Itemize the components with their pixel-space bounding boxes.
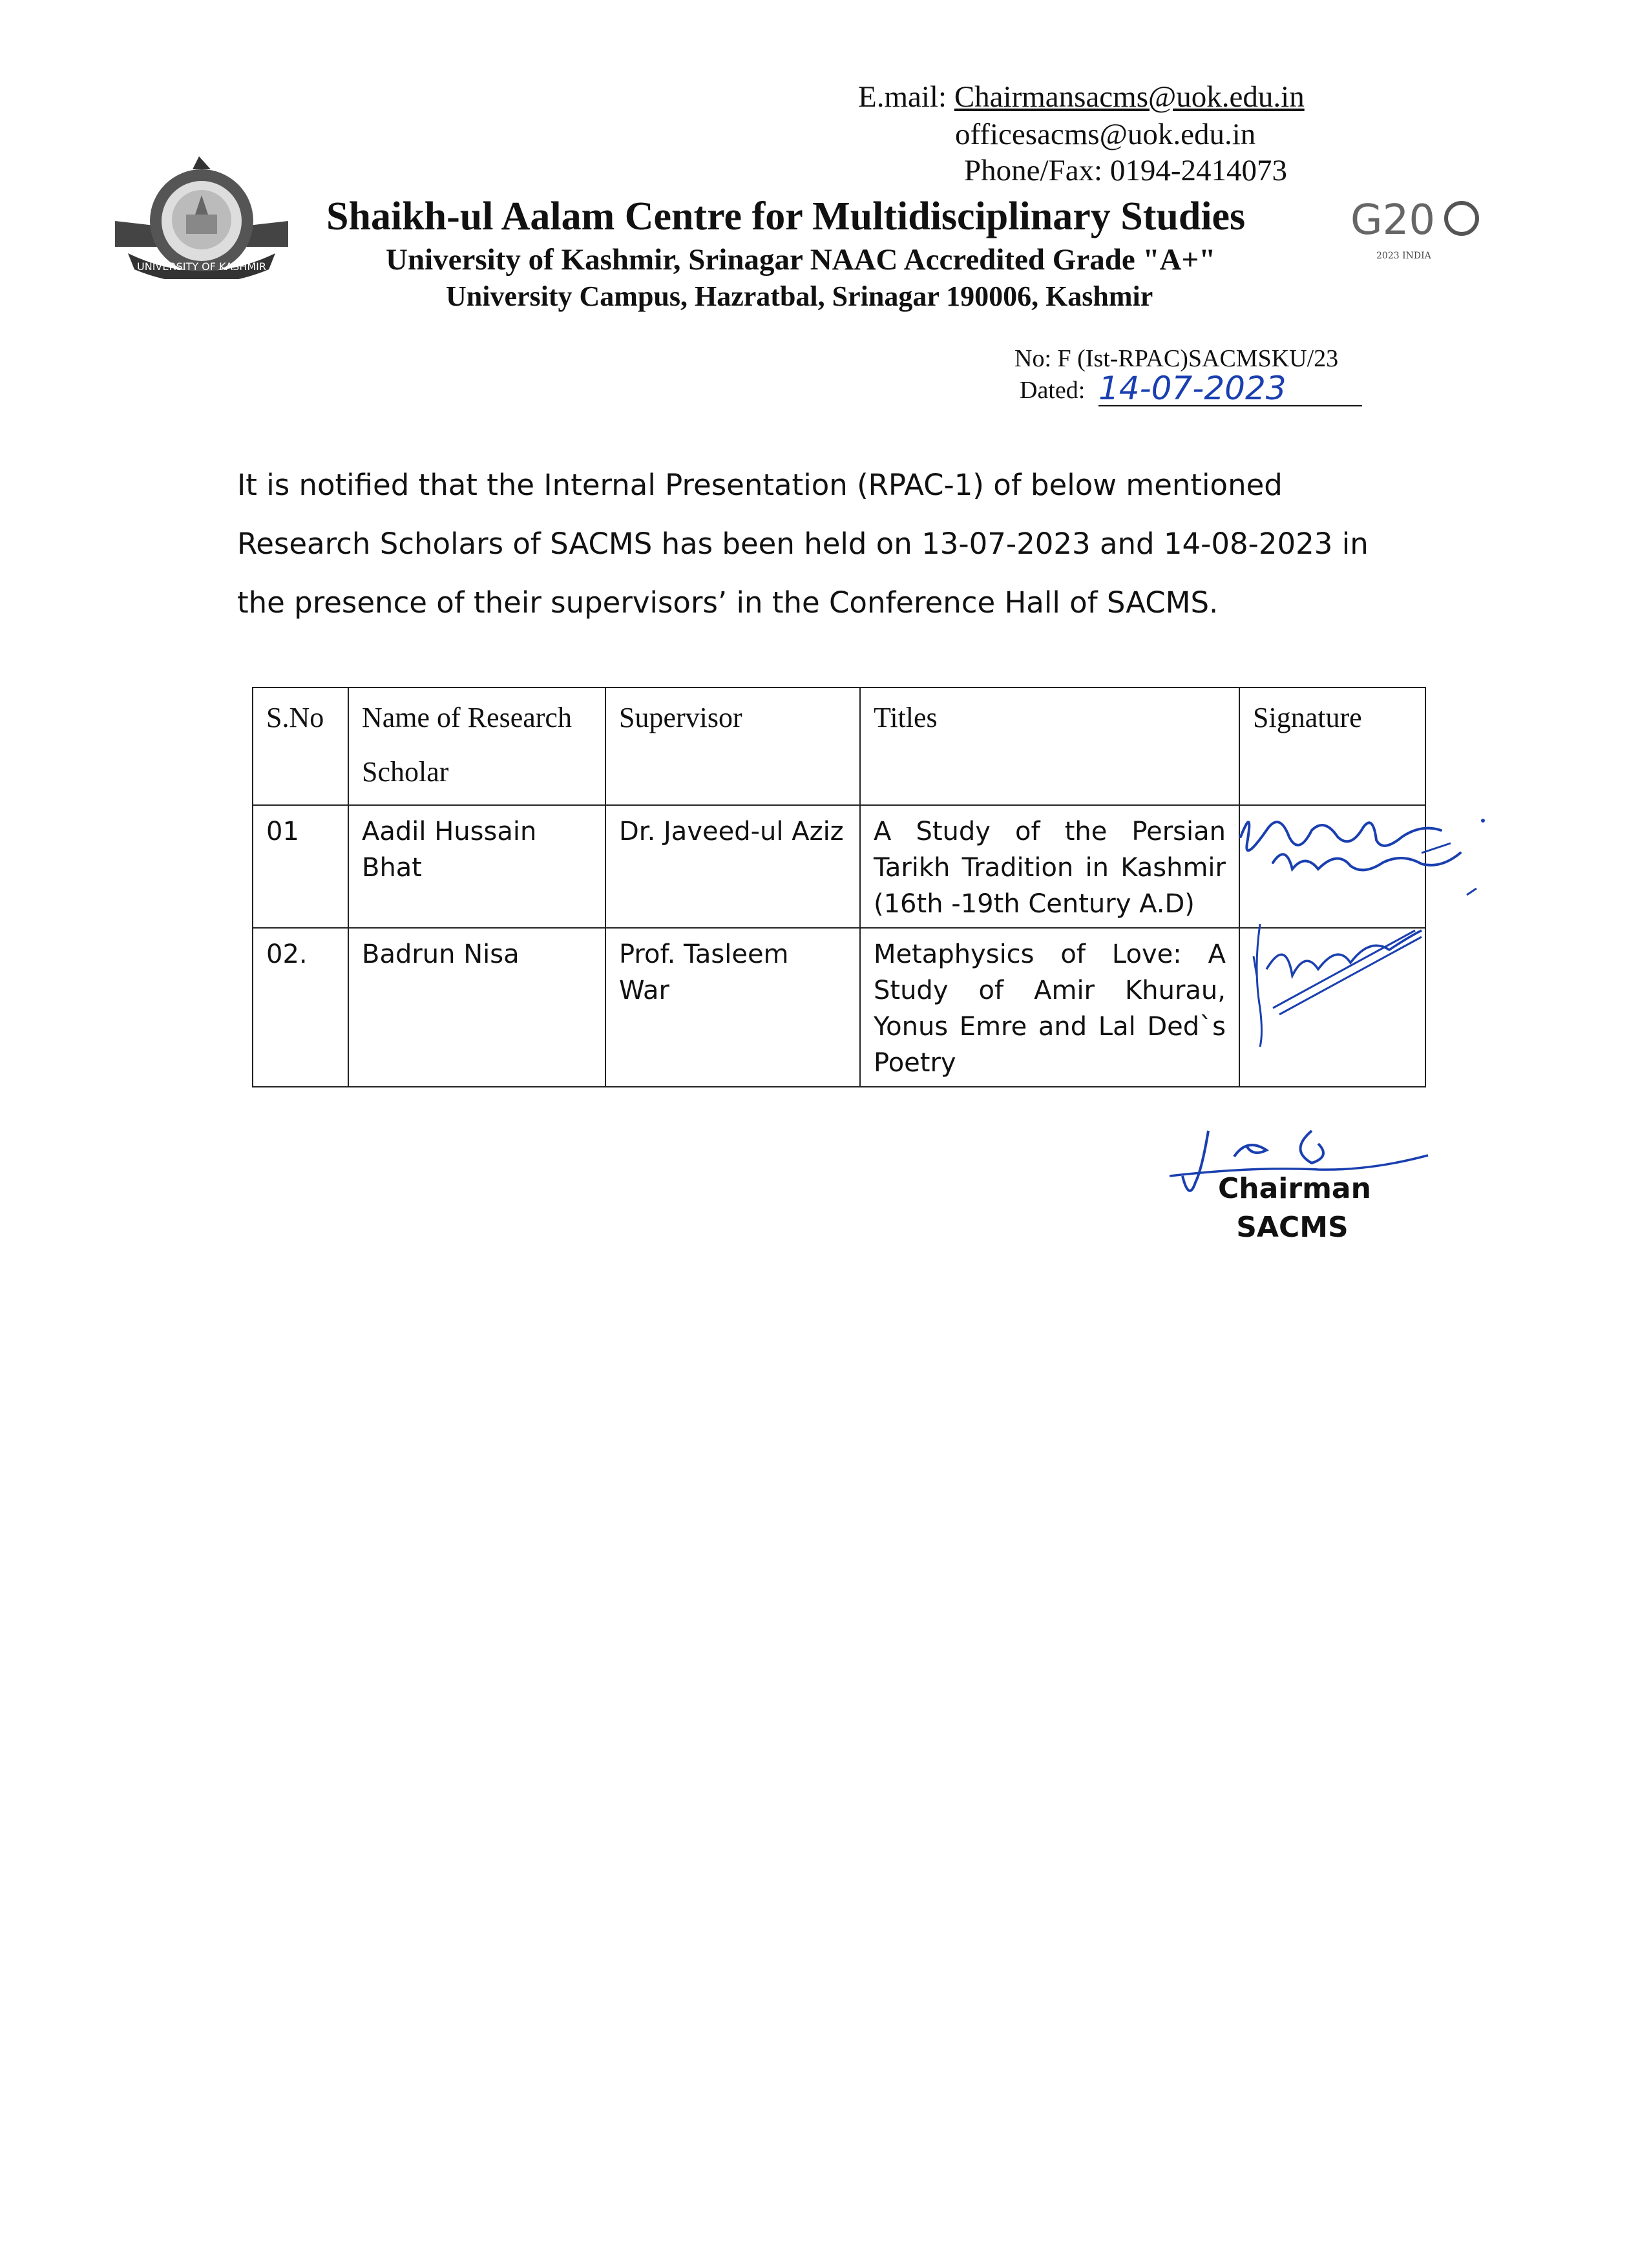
scholar-signature-2 xyxy=(1241,911,1434,1047)
scholar-signature-1 xyxy=(1228,792,1499,901)
header-titles: Titles xyxy=(860,688,1239,805)
cell-scholar-name: Aadil Hussain Bhat xyxy=(348,805,605,928)
email-link-office[interactable]: officesacms@uok.edu.in xyxy=(955,118,1256,151)
header-supervisor: Supervisor xyxy=(605,688,860,805)
org-subtitle: University of Kashmir, Srinagar NAAC Accredited Grade "A+" xyxy=(386,243,1216,277)
cell-supervisor: Prof. Tasleem War xyxy=(605,928,860,1087)
cell-scholar-name: Badrun Nisa xyxy=(348,928,605,1087)
signatory-title: Chairman xyxy=(1218,1172,1371,1205)
university-logo xyxy=(102,150,301,279)
cell-sno: 01 xyxy=(253,805,348,928)
cell-sno: 02. xyxy=(253,928,348,1087)
handwritten-date xyxy=(1098,367,1363,408)
g20-subtext: 2023 INDIA xyxy=(1376,251,1431,261)
reference-number: No: F (Ist-RPAC)SACMSKU/23 xyxy=(1014,345,1339,372)
cell-title: A Study of the Persian Tarikh Tradition in Kashmir (16th -19th Century A.D) xyxy=(860,805,1239,928)
phone-fax: Phone/Fax: 0194-2414073 xyxy=(964,154,1288,187)
table-header-row xyxy=(253,688,1425,805)
signatory-department: SACMS xyxy=(1236,1211,1349,1244)
email-line xyxy=(858,79,1305,115)
notice-body: It is notified that the Internal Presentation (RPAC-1) of below mentioned Research Scholars of SACMS has been held on 13-07-2023 and 14-08-2023 in the presence of their supervisors’ in the Conference Hall of SACMS. xyxy=(237,468,1369,620)
handwritten-date-text: 14-07-2023 xyxy=(1098,370,1287,407)
signatory-block xyxy=(1218,1170,1371,1247)
cell-title: Metaphysics of Love: A Study of Amir Khurau, Yonus Emre and Lal Ded`s Poetry xyxy=(860,928,1239,1087)
header-scholar: Name of Research Scholar xyxy=(348,688,605,805)
g20-text: G20 xyxy=(1350,196,1436,244)
org-title: Shaikh-ul Aalam Centre for Multidisciplinary Studies xyxy=(326,194,1246,238)
logo-ring-text: UNIVERSITY OF KASHMIR xyxy=(137,260,266,273)
date-label: Dated: xyxy=(1020,377,1086,404)
cell-supervisor: Dr. Javeed-ul Aziz xyxy=(605,805,860,928)
header-sno: S.No xyxy=(253,688,348,805)
email-link-chairman[interactable]: Chairmansacms@uok.edu.in xyxy=(954,80,1305,114)
header-signature: Signature xyxy=(1239,688,1425,805)
org-address: University Campus, Hazratbal, Srinagar 190006, Kashmir xyxy=(446,280,1153,312)
email-label: E.mail: xyxy=(858,80,947,114)
g20-logo xyxy=(1350,194,1480,265)
